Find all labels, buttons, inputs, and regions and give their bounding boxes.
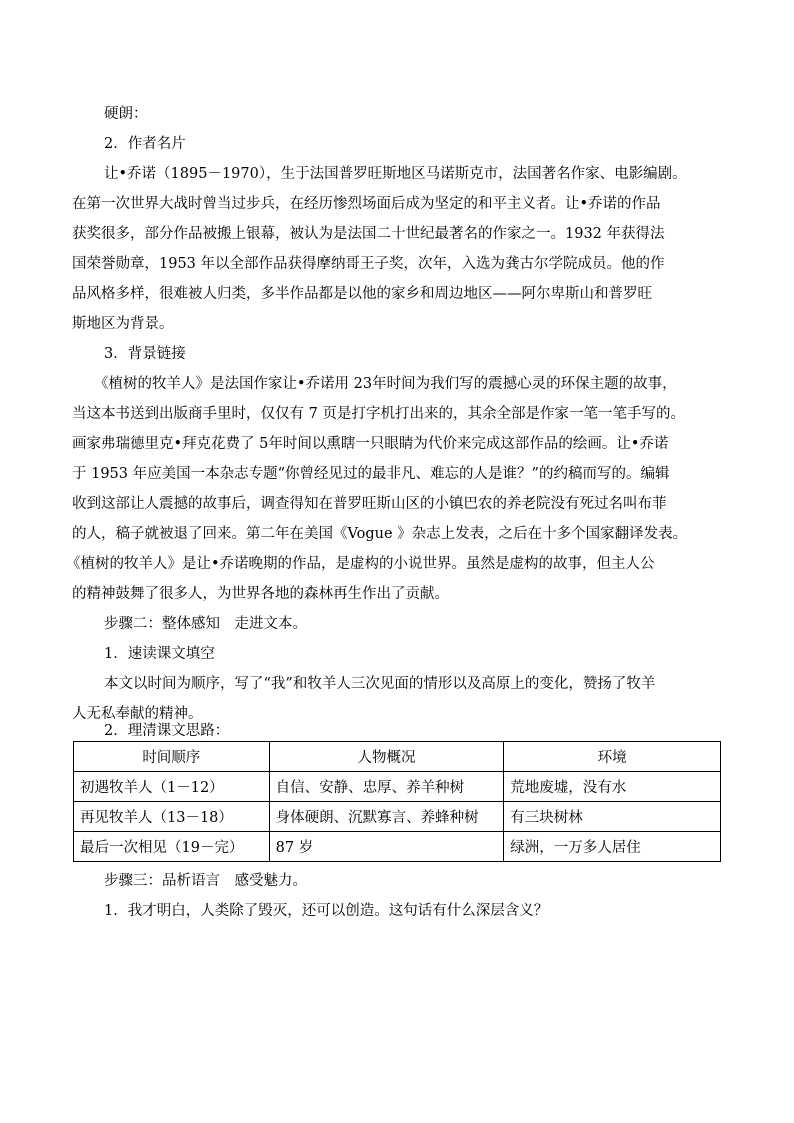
table-header-cell: 人物概况 [269, 742, 504, 772]
outline-table [73, 741, 721, 862]
fill-paragraph-line: 本文以时间为顺序，写了“我”和牧羊人三次见面的情形以及高原上的变化，赞扬了牧羊 [104, 676, 656, 692]
table-cell: 有三块树林 [504, 802, 721, 832]
background-paragraph-line: 于 1953 年应美国一本杂志专题“你曾经见过的最非凡、难忘的人是谁？”的约稿而写的。编辑 [72, 466, 670, 482]
author-paragraph-line: 国荣誉勋章，1953 年以全部作品获得摩纳哥王子奖，次年，入选为龚古尔学院成员。他的作 [72, 256, 665, 272]
background-paragraph-line: 《植树的牧羊人》是让•乔诺晚期的作品，是虚构的小说世界。虽然是虚构的故事，但主人公 [66, 556, 655, 572]
section-heading-background: 3．背景链接 [104, 346, 186, 362]
table-cell: 自信、安静、忠厚、养羊种树 [269, 772, 504, 802]
section-heading-author: 2．作者名片 [104, 136, 186, 152]
table-row [74, 772, 721, 802]
author-paragraph-line: 品风格多样，很难被人归类，多半作品都是以他的家乡和周边地区——阿尔卑斯山和普罗旺 [72, 286, 652, 302]
table-header-cell: 时间顺序 [74, 742, 270, 772]
section-heading-fill: 1．速读课文填空 [104, 646, 215, 662]
table-cell: 荒地废墟，没有水 [504, 772, 721, 802]
author-paragraph-line: 在第一次世界大战时曾当过步兵，在经历惨烈场面后成为坚定的和平主义者。让•乔诺的作品 [72, 196, 661, 212]
table-cell: 绿洲，一万多人居住 [504, 832, 721, 862]
background-paragraph-line: 画家弗瑞德里克•拜克花费了 5年时间以熏瞎一只眼睛为代价来完成这部作品的绘画。让•乔诺 [72, 436, 669, 452]
section-heading-outline: 2．理清课文思路： [104, 723, 230, 739]
table-cell: 身体硬朗、沉默寡言、养蜂种树 [269, 802, 504, 832]
author-paragraph-line: 斯地区为背景。 [72, 316, 174, 332]
fill-paragraph-line: 人无私奉献的精神。 [72, 706, 203, 722]
background-paragraph-line: 收到这部让人震撼的故事后，调查得知在普罗旺斯山区的小镇巴农的养老院没有死过名叫布菲 [72, 496, 667, 512]
step-three-heading: 步骤三：品析语言 感受魅力。 [104, 873, 307, 889]
step-two-heading: 步骤二：整体感知 走进文本。 [104, 616, 307, 632]
table-row [74, 832, 721, 862]
background-paragraph-line: 的人，稿子就被退了回来。第二年在美国《Vogue 》杂志上发表，之后在十多个国家翻译发表。 [72, 526, 688, 542]
question-line: 1．我才明白，人类除了毁灭，还可以创造。这句话有什么深层含义？ [104, 903, 549, 919]
table-cell: 再见牧羊人（13－18） [74, 802, 270, 832]
background-paragraph-line: 《植树的牧羊人》是法国作家让•乔诺用 23年时间为我们写的震撼心灵的环保主题的故事， [94, 376, 677, 392]
table-cell: 最后一次相见（19－完） [74, 832, 270, 862]
table-row [74, 802, 721, 832]
text-line: 硬朗： [104, 106, 148, 122]
table-header-cell: 环境 [504, 742, 721, 772]
background-paragraph-line: 当这本书送到出版商手里时，仅仅有 7 页是打字机打出来的，其余全部是作家一笔一笔手写的。 [72, 406, 685, 422]
table-cell: 87 岁 [269, 832, 504, 862]
background-paragraph-line: 的精神鼓舞了很多人，为世界各地的森林再生作出了贡献。 [72, 586, 449, 602]
table-header-row [74, 742, 721, 772]
author-paragraph-line: 获奖很多，部分作品被搬上银幕，被认为是法国二十世纪最著名的作家之一。1932 年获得法 [72, 226, 665, 242]
table-cell: 初遇牧羊人（1－12） [74, 772, 270, 802]
author-paragraph-line: 让•乔诺（1895－1970），生于法国普罗旺斯地区马诺斯克市，法国著名作家、电影编剧。 [104, 166, 687, 182]
